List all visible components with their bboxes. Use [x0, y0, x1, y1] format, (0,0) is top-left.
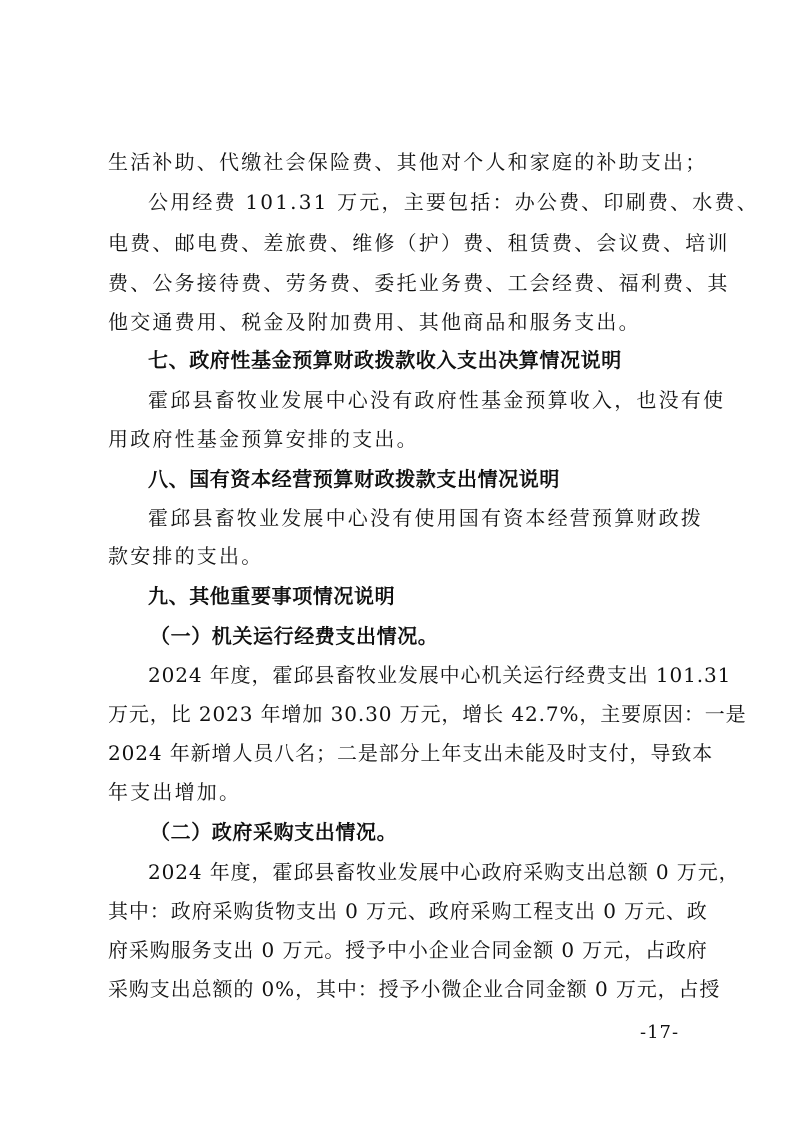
body-text-line: 2024 年度，霍邱县畜牧业发展中心政府采购支出总额 0 万元，: [148, 860, 740, 884]
page-number: -17-: [640, 1022, 680, 1043]
body-text-line: 公用经费 101.31 万元，主要包括：办公费、印刷费、水费、: [148, 190, 759, 214]
body-text-line: 生活补助、代缴社会保险费、其他对个人和家庭的补助支出；: [108, 150, 708, 174]
body-text-line: 万元，比 2023 年增加 30.30 万元，增长 42.7%，主要原因：一是: [108, 702, 747, 726]
subsection-heading: （二）政府采购支出情况。: [150, 820, 398, 844]
body-text-line: 采购支出总额的 0%，其中：授予小微企业合同金额 0 万元，占授: [108, 977, 721, 1001]
body-text-line: 年支出增加。: [108, 780, 242, 804]
section-heading: 八、国有资本经营预算财政拨款支出情况说明: [148, 467, 560, 491]
section-heading: 九、其他重要事项情况说明: [148, 584, 396, 608]
body-text-line: 其中：政府采购货物支出 0 万元、政府采购工程支出 0 万元、政: [108, 899, 708, 923]
body-text-line: 霍邱县畜牧业发展中心没有使用国有资本经营预算财政拨: [148, 506, 703, 530]
body-text-line: 费、公务接待费、劳务费、委托业务费、工会经费、福利费、其: [108, 271, 730, 295]
body-text-line: 用政府性基金预算安排的支出。: [108, 427, 419, 451]
body-text-line: 2024 年度，霍邱县畜牧业发展中心机关运行经费支出 101.31: [148, 663, 732, 687]
body-text-line: 霍邱县畜牧业发展中心没有政府性基金预算收入，也没有使: [148, 388, 726, 412]
body-text-line: 府采购服务支出 0 万元。授予中小企业合同金额 0 万元，占政府: [108, 938, 708, 962]
body-text-line: 电费、邮电费、差旅费、维修（护）费、租赁费、会议费、培训: [108, 231, 730, 255]
subsection-heading: （一）机关运行经费支出情况。: [150, 624, 439, 648]
body-text-line: 他交通费用、税金及附加费用、其他商品和服务支出。: [108, 310, 641, 334]
section-heading: 七、政府性基金预算财政拨款收入支出决算情况说明: [148, 348, 622, 372]
body-text-line: 2024 年新增人员八名；二是部分上年支出未能及时支付，导致本: [108, 741, 714, 765]
body-text-line: 款安排的支出。: [108, 544, 264, 568]
